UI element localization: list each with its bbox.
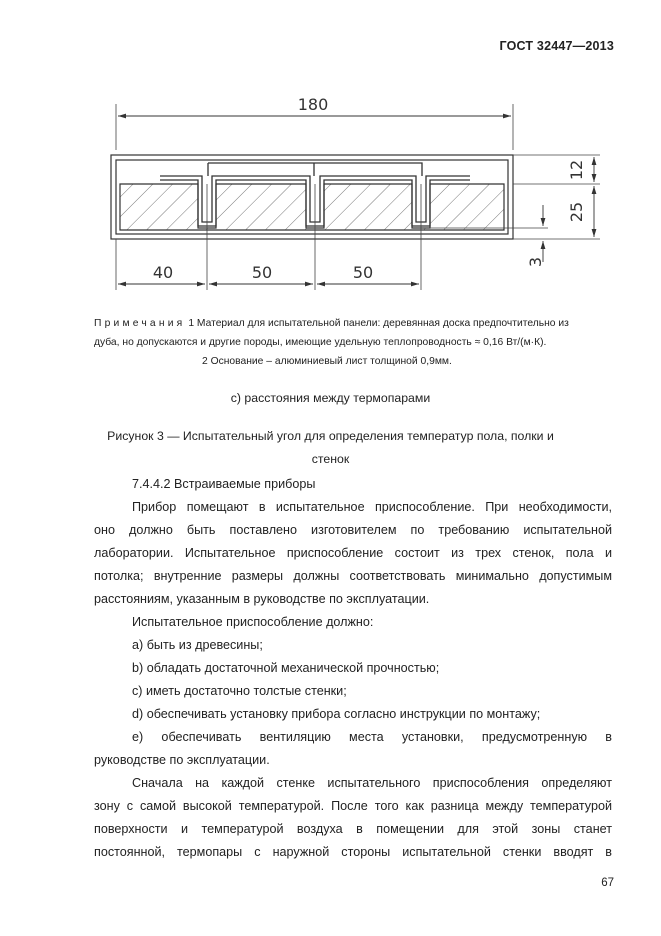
dimension-seg3-label: 50	[352, 263, 374, 282]
dimension-seg2-label: 50	[251, 263, 273, 282]
dimension-right	[513, 155, 600, 239]
paragraph-line: расстояниям, указанным в руководстве по эксплуатации.	[94, 592, 430, 606]
figure-caption-line-1: Рисунок 3 — Испытательный угол для определения температур пола, полки и	[107, 429, 554, 443]
paragraph-line: оно должно быть поставлено изготовителем по требованию испытательной	[94, 523, 612, 537]
paragraph-line: постоянной, термопары с наружной стороны испытательной стенки вводят в	[94, 845, 612, 859]
paragraph-line: Прибор помещают в испытательное приспособление. При необходимости,	[132, 500, 612, 514]
subfigure-caption: с) расстояния между термопарами	[230, 391, 431, 405]
paragraph-line: поверхности и температурой воздуха в помещении для этой зоны станет	[94, 822, 612, 836]
page-number: 67	[601, 877, 614, 889]
list-item: d) обеспечивать установку прибора согласно инструкции по монтажу;	[132, 707, 541, 721]
paragraph-line: Сначала на каждой стенке испытательного приспособления определяют	[132, 776, 612, 790]
list-item: a) быть из древесины;	[132, 638, 263, 652]
dimension-base-label: 25	[567, 201, 586, 223]
paragraph-line: зону с самой высокой температурой. После того как разница между температурой	[94, 799, 612, 813]
dimension-total	[116, 95, 513, 150]
list-item: b) обладать достаточной механической прочностью;	[132, 661, 440, 675]
paragraph-line: лаборатории. Испытательное приспособление состоит из трех стенок, пола и	[94, 546, 612, 560]
section-heading: 7.4.4.2 Встраиваемые приборы	[132, 477, 316, 491]
dimension-top-layer-label: 12	[567, 159, 586, 181]
list-item-continuation: руководстве по эксплуатации.	[94, 753, 270, 767]
dimension-total-label: 180	[297, 95, 329, 114]
wood-base	[120, 184, 504, 230]
document-code: ГОСТ 32447—2013	[499, 39, 614, 53]
list-item: c) иметь достаточно толстые стенки;	[132, 684, 347, 698]
note-label: Примечания	[94, 318, 186, 329]
dimension-gap-label: 3	[526, 256, 545, 268]
technical-drawing	[0, 0, 661, 300]
figure-caption-line-2: стенок	[311, 452, 350, 466]
note-line-1: 1 Материал для испытательной панели: деревянная доска предпочтительно из	[188, 318, 569, 329]
paragraph-line: потолка; внутренние размеры должны соответствовать минимально допустимым	[94, 569, 612, 583]
list-item: e) обеспечивать вентиляцию места установки, предусмотренную в	[132, 730, 612, 744]
note-line-3: 2 Основание – алюминиевый лист толщиной 0,9мм.	[202, 356, 452, 367]
dimension-seg1-label: 40	[152, 263, 174, 282]
paragraph-line: Испытательное приспособление должно:	[132, 615, 374, 629]
note-line-2: дуба, но допускаются и другие породы, имеющие удельную теплопроводность ≈ 0,16 Вт/(м·К).	[94, 337, 547, 348]
